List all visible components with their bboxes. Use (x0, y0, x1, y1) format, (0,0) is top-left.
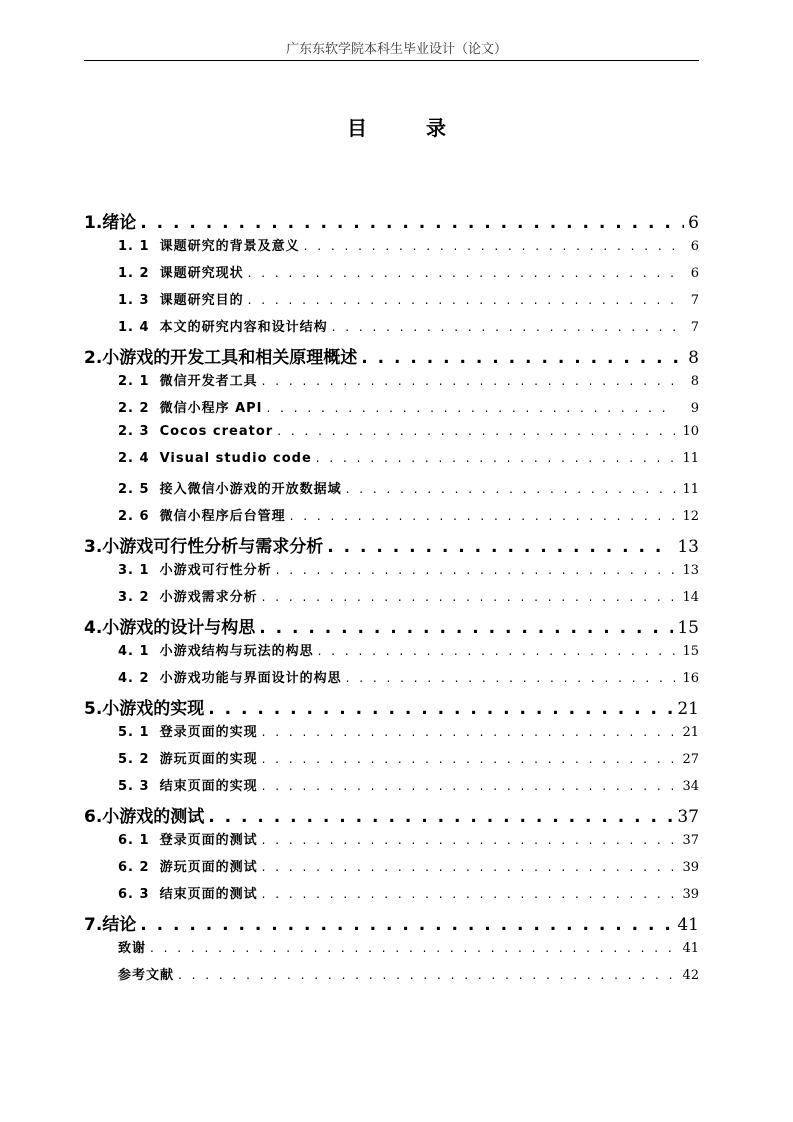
toc-entry-label: 小游戏功能与界面设计的构思 (159, 671, 342, 686)
toc-section[interactable] (84, 235, 699, 262)
toc-section[interactable] (84, 289, 699, 316)
dot-leader (262, 725, 675, 739)
header-rule (84, 60, 699, 61)
dot-leader (178, 968, 675, 982)
toc-entry-number: 2. 3 (118, 424, 150, 439)
toc-entry-page: 8 (690, 374, 699, 389)
toc-entry-number: 5. 3 (118, 779, 150, 794)
dot-leader (262, 374, 675, 388)
dot-leader (304, 239, 675, 253)
page-title: 目 录 (347, 116, 472, 140)
toc-section[interactable] (84, 937, 699, 964)
toc-entry-page: 15 (677, 618, 699, 638)
toc-entry-label: 微信小程序 API (159, 401, 263, 416)
toc-section[interactable] (84, 478, 699, 505)
toc-section[interactable] (84, 748, 699, 775)
toc-entry-number: 6. (84, 807, 103, 827)
toc-entry-page: 27 (682, 752, 699, 767)
dot-leader (262, 887, 675, 901)
toc-chapter[interactable] (84, 694, 699, 721)
dot-leader (262, 860, 675, 874)
dot-leader (208, 807, 673, 827)
toc-entry-page: 8 (688, 348, 699, 368)
toc-section[interactable] (84, 505, 699, 532)
toc-entry-number: 4. 1 (118, 644, 150, 659)
toc-entry-label: 结论 (102, 915, 137, 935)
dot-leader (277, 424, 675, 438)
toc-entry-page: 11 (682, 482, 699, 497)
dot-leader (332, 320, 675, 334)
toc-entry-page: 7 (690, 293, 699, 308)
toc-section[interactable] (84, 964, 699, 991)
toc-entry-page: 9 (690, 401, 699, 416)
dot-leader (316, 451, 675, 465)
toc-entry-label: 小游戏可行性分析与需求分析 (102, 537, 324, 557)
dot-leader (290, 509, 675, 523)
table-of-contents (84, 208, 699, 991)
toc-entry-page: 14 (682, 590, 699, 605)
dot-leader (346, 671, 675, 685)
toc-entry-label: 绪论 (102, 213, 137, 233)
toc-entry-number: 1. (84, 213, 103, 233)
toc-section[interactable] (84, 856, 699, 883)
toc-entry-label: 登录页面的实现 (159, 725, 258, 740)
toc-entry-page: 41 (682, 941, 699, 956)
toc-entry-number: 6. 3 (118, 887, 150, 902)
dot-leader (140, 915, 673, 935)
toc-entry-page: 16 (682, 671, 699, 686)
toc-entry-number: 2. 5 (118, 482, 150, 497)
toc-entry-page: 34 (682, 779, 699, 794)
toc-entry-number: 6. 1 (118, 833, 150, 848)
dot-leader (327, 537, 673, 557)
dot-leader (346, 482, 675, 496)
dot-leader (262, 779, 675, 793)
dot-leader (262, 590, 675, 604)
page-header: 广东东软学院本科生毕业设计（论文） (285, 42, 507, 57)
toc-entry-label: 小游戏需求分析 (159, 590, 258, 605)
toc-entry-number: 4. 2 (118, 671, 150, 686)
toc-entry-label: 本文的研究内容和设计结构 (159, 320, 328, 335)
toc-entry-number: 3. 1 (118, 563, 150, 578)
dot-leader (259, 618, 673, 638)
toc-entry-label: 小游戏结构与玩法的构思 (159, 644, 314, 659)
toc-entry-page: 11 (682, 451, 699, 466)
toc-entry-label: Cocos creator (159, 424, 274, 439)
toc-section[interactable] (84, 586, 699, 613)
toc-section[interactable] (84, 667, 699, 694)
dot-leader (208, 699, 673, 719)
toc-entry-page: 41 (677, 915, 699, 935)
toc-section[interactable] (84, 316, 699, 343)
toc-entry-page: 21 (682, 725, 699, 740)
toc-entry-number: 3. 2 (118, 590, 150, 605)
toc-section[interactable] (84, 370, 699, 397)
toc-entry-page: 15 (682, 644, 699, 659)
dot-leader (262, 833, 675, 847)
toc-entry-label: Visual studio code (159, 451, 312, 466)
toc-entry-number: 1. 3 (118, 293, 150, 308)
toc-entry-label: 参考文献 (118, 968, 175, 983)
toc-entry-label: 登录页面的测试 (159, 833, 258, 848)
toc-entry-page: 37 (682, 833, 699, 848)
toc-section[interactable] (84, 559, 699, 586)
toc-entry-label: 结束页面的实现 (159, 779, 258, 794)
toc-chapter[interactable] (84, 208, 699, 235)
toc-entry-page: 37 (677, 807, 699, 827)
toc-entry-label: 小游戏可行性分析 (159, 563, 272, 578)
toc-entry-label: 游玩页面的测试 (159, 860, 258, 875)
toc-entry-number: 5. 1 (118, 725, 150, 740)
toc-section[interactable] (84, 451, 699, 478)
toc-section[interactable] (84, 829, 699, 856)
toc-entry-label: 小游戏的测试 (102, 807, 205, 827)
toc-entry-label: 小游戏的开发工具和相关原理概述 (102, 348, 358, 368)
toc-entry-page: 13 (682, 563, 699, 578)
toc-entry-label: 小游戏的设计与构思 (102, 618, 256, 638)
toc-entry-label: 结束页面的测试 (159, 887, 258, 902)
toc-entry-page: 10 (682, 424, 699, 439)
toc-entry-page: 12 (682, 509, 699, 524)
dot-leader (140, 213, 684, 233)
toc-entry-page: 6 (690, 266, 699, 281)
toc-section[interactable] (84, 397, 699, 424)
toc-entry-number: 6. 2 (118, 860, 150, 875)
toc-entry-number: 2. 1 (118, 374, 150, 389)
toc-section[interactable] (84, 640, 699, 667)
toc-entry-number: 7. (84, 915, 103, 935)
toc-entry-page: 39 (682, 860, 699, 875)
toc-entry-label: 小游戏的实现 (102, 699, 205, 719)
toc-entry-label: 微信开发者工具 (159, 374, 258, 389)
toc-entry-number: 4. (84, 618, 103, 638)
dot-leader (361, 348, 684, 368)
dot-leader (318, 644, 675, 658)
toc-entry-number: 1. 2 (118, 266, 150, 281)
toc-entry-number: 1. 1 (118, 239, 150, 254)
toc-entry-page: 13 (677, 537, 699, 557)
toc-entry-page: 39 (682, 887, 699, 902)
toc-entry-page: 6 (688, 213, 699, 233)
toc-entry-number: 5. (84, 699, 103, 719)
toc-section[interactable] (84, 721, 699, 748)
toc-entry-number: 3. (84, 537, 103, 557)
toc-chapter[interactable] (84, 613, 699, 640)
toc-section[interactable] (84, 262, 699, 289)
toc-chapter[interactable] (84, 343, 699, 370)
dot-leader (262, 752, 675, 766)
toc-chapter[interactable] (84, 910, 699, 937)
toc-entry-page: 7 (690, 320, 699, 335)
dot-leader (150, 941, 675, 955)
toc-entry-page: 6 (690, 239, 699, 254)
toc-entry-label: 课题研究的背景及意义 (159, 239, 300, 254)
toc-entry-label: 游玩页面的实现 (159, 752, 258, 767)
toc-entry-number: 5. 2 (118, 752, 150, 767)
dot-leader (276, 563, 675, 577)
toc-entry-page: 42 (682, 968, 699, 983)
toc-chapter[interactable] (84, 802, 699, 829)
toc-entry-number: 2. 2 (118, 401, 150, 416)
toc-entry-label: 致谢 (118, 941, 147, 956)
dot-leader (248, 293, 675, 307)
toc-entry-number: 2. 4 (118, 451, 150, 466)
toc-entry-label: 课题研究目的 (159, 293, 244, 308)
toc-section[interactable] (84, 775, 699, 802)
toc-entry-label: 接入微信小游戏的开放数据域 (159, 482, 342, 497)
toc-section[interactable] (84, 883, 699, 910)
toc-chapter[interactable] (84, 532, 699, 559)
toc-section[interactable] (84, 424, 699, 451)
toc-entry-label: 微信小程序后台管理 (159, 509, 286, 524)
toc-entry-label: 课题研究现状 (159, 266, 244, 281)
dot-leader (267, 401, 675, 415)
toc-entry-number: 2. (84, 348, 103, 368)
toc-entry-page: 21 (677, 699, 699, 719)
toc-entry-number: 2. 6 (118, 509, 150, 524)
toc-entry-number: 1. 4 (118, 320, 150, 335)
dot-leader (248, 266, 675, 280)
